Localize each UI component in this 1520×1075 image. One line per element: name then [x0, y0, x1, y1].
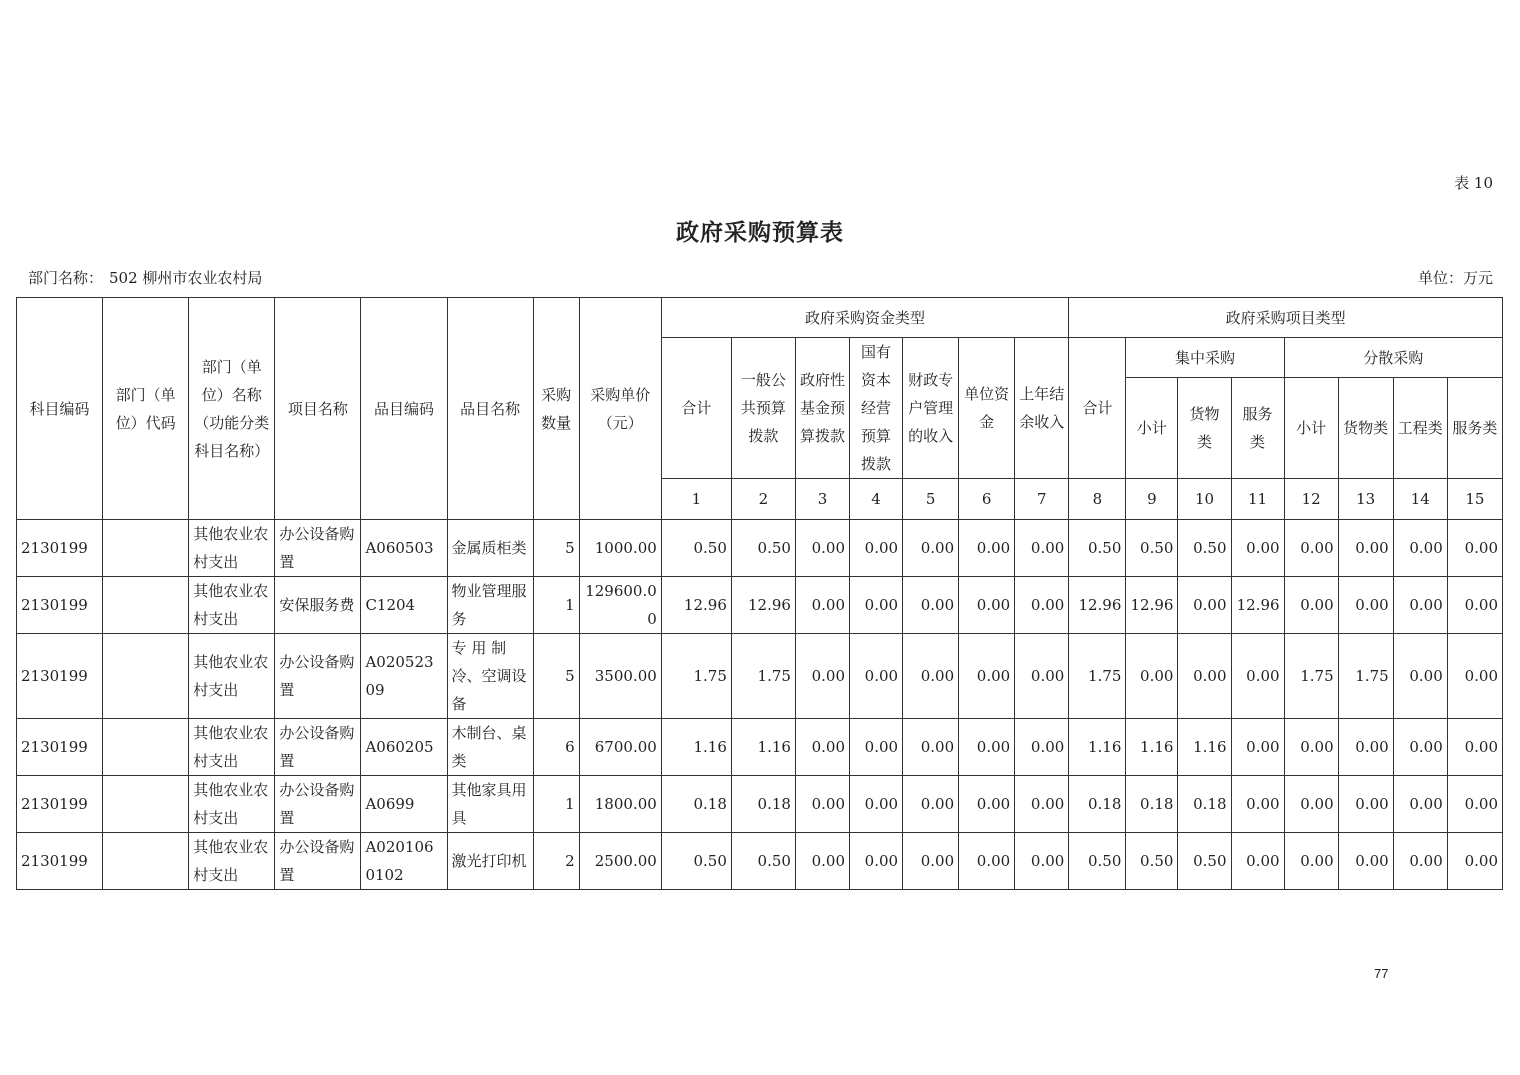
procurement-budget-table [16, 297, 1503, 890]
amount-cell: 0.00 [959, 577, 1015, 634]
amount-cell: 0.18 [1069, 776, 1126, 833]
subject-code-cell: 2130199 [17, 833, 103, 890]
amount-cell: 1.75 [1338, 634, 1393, 719]
header-general-budget: 一般公共预算拨款 [731, 338, 795, 479]
amount-cell: 0.00 [959, 634, 1015, 719]
amount-cell: 0.00 [903, 520, 959, 577]
amount-cell: 0.00 [1231, 719, 1284, 776]
unit-label: 单位：万元 [1417, 269, 1493, 287]
amount-cell: 0.00 [850, 520, 903, 577]
amount-cell: 0.00 [1284, 833, 1338, 890]
amount-cell: 0.00 [850, 719, 903, 776]
amount-cell: 0.00 [1393, 719, 1447, 776]
dept-code-cell [103, 634, 189, 719]
amount-cell: 0.00 [1178, 634, 1231, 719]
page-number: 77 [1374, 966, 1389, 981]
amount-cell: 0.00 [1231, 520, 1284, 577]
header-goods-2: 货物类 [1338, 378, 1393, 479]
header-decentralized: 分散采购 [1284, 338, 1502, 378]
amount-cell: 0.00 [1393, 634, 1447, 719]
header-project-name: 项目名称 [275, 298, 361, 520]
quantity-cell: 1 [533, 776, 579, 833]
amount-cell: 0.00 [850, 577, 903, 634]
amount-cell: 0.00 [1015, 833, 1069, 890]
amount-cell: 12.96 [1126, 577, 1178, 634]
item-code-cell: A060503 [361, 520, 447, 577]
project-name-cell: 安保服务费 [275, 577, 361, 634]
quantity-cell: 1 [533, 577, 579, 634]
header-dept-code: 部门（单位）代码 [103, 298, 189, 520]
header-special-account: 财政专户管理的收入 [903, 338, 959, 479]
amount-cell: 0.00 [959, 776, 1015, 833]
header-gov-fund: 政府性基金预算拨款 [795, 338, 849, 479]
item-name-cell: 其他家具用具 [447, 776, 533, 833]
header-subject-code: 科目编码 [17, 298, 103, 520]
column-number: 5 [903, 479, 959, 520]
amount-cell: 0.50 [1178, 833, 1231, 890]
amount-cell: 0.00 [903, 634, 959, 719]
amount-cell: 0.00 [1393, 776, 1447, 833]
amount-cell: 0.00 [1447, 577, 1502, 634]
header-services: 服务类 [1231, 378, 1284, 479]
amount-cell: 0.00 [1338, 833, 1393, 890]
amount-cell: 0.50 [1069, 520, 1126, 577]
amount-cell: 0.00 [795, 577, 849, 634]
amount-cell: 0.00 [850, 833, 903, 890]
column-number: 4 [850, 479, 903, 520]
amount-cell: 0.00 [850, 776, 903, 833]
subject-code-cell: 2130199 [17, 634, 103, 719]
amount-cell: 0.00 [1447, 520, 1502, 577]
column-number: 9 [1126, 479, 1178, 520]
amount-cell: 0.18 [1178, 776, 1231, 833]
item-code-cell: C1204 [361, 577, 447, 634]
amount-cell: 0.00 [1231, 776, 1284, 833]
amount-cell: 0.00 [959, 719, 1015, 776]
dept-code-cell [103, 577, 189, 634]
dept-code-cell [103, 776, 189, 833]
amount-cell: 0.00 [1338, 520, 1393, 577]
table-row [17, 833, 1503, 890]
amount-cell: 1.16 [1126, 719, 1178, 776]
amount-cell: 12.96 [1231, 577, 1284, 634]
item-code-cell: A0201060102 [361, 833, 447, 890]
column-number: 14 [1393, 479, 1447, 520]
dept-name-cell: 其他农业农村支出 [189, 577, 275, 634]
amount-cell: 1.75 [1284, 634, 1338, 719]
amount-cell: 0.00 [1284, 776, 1338, 833]
column-number: 11 [1231, 479, 1284, 520]
amount-cell: 0.00 [1015, 719, 1069, 776]
amount-cell: 0.00 [1338, 577, 1393, 634]
amount-cell: 0.00 [903, 577, 959, 634]
amount-cell: 0.50 [1126, 833, 1178, 890]
header-item-name: 品目名称 [447, 298, 533, 520]
header-quantity: 采购数量 [533, 298, 579, 520]
amount-cell: 0.00 [1447, 719, 1502, 776]
project-name-cell: 办公设备购置 [275, 520, 361, 577]
column-number: 3 [795, 479, 849, 520]
page-title: 政府采购预算表 [676, 219, 844, 246]
column-number: 12 [1284, 479, 1338, 520]
amount-cell: 0.00 [1447, 634, 1502, 719]
table-row [17, 776, 1503, 833]
amount-cell: 12.96 [731, 577, 795, 634]
amount-cell: 0.00 [795, 520, 849, 577]
subject-code-cell: 2130199 [17, 520, 103, 577]
department-name: 502 柳州市农业农村局 [109, 269, 263, 287]
header-centralized: 集中采购 [1126, 338, 1284, 378]
amount-cell: 0.00 [1284, 577, 1338, 634]
header-state-capital: 国有资本经营预算拨款 [850, 338, 903, 479]
amount-cell: 0.18 [1126, 776, 1178, 833]
header-item-code: 品目编码 [361, 298, 447, 520]
amount-cell: 0.00 [795, 634, 849, 719]
amount-cell: 1.75 [661, 634, 731, 719]
amount-cell: 1.16 [1069, 719, 1126, 776]
header-prev-balance: 上年结余收入 [1015, 338, 1069, 479]
amount-cell: 0.00 [903, 833, 959, 890]
amount-cell: 0.00 [959, 833, 1015, 890]
dept-name-cell: 其他农业农村支出 [189, 634, 275, 719]
column-number: 15 [1447, 479, 1502, 520]
amount-cell: 0.50 [1126, 520, 1178, 577]
project-name-cell: 办公设备购置 [275, 719, 361, 776]
header-engineering: 工程类 [1393, 378, 1447, 479]
amount-cell: 0.00 [1447, 833, 1502, 890]
header-services-2: 服务类 [1447, 378, 1502, 479]
amount-cell: 0.00 [795, 719, 849, 776]
unit-price-cell: 1000.00 [579, 520, 661, 577]
unit-price-cell: 3500.00 [579, 634, 661, 719]
header-subtotal: 小计 [1126, 378, 1178, 479]
header-fund-type: 政府采购资金类型 [661, 298, 1069, 338]
amount-cell: 0.00 [903, 776, 959, 833]
amount-cell: 0.00 [1231, 634, 1284, 719]
table-number: 表 10 [1454, 174, 1493, 192]
unit-price-cell: 6700.00 [579, 719, 661, 776]
quantity-cell: 6 [533, 719, 579, 776]
column-number: 7 [1015, 479, 1069, 520]
project-name-cell: 办公设备购置 [275, 833, 361, 890]
item-name-cell: 木制台、桌类 [447, 719, 533, 776]
project-name-cell: 办公设备购置 [275, 634, 361, 719]
amount-cell: 0.50 [731, 833, 795, 890]
amount-cell: 0.00 [1015, 634, 1069, 719]
amount-cell: 0.18 [731, 776, 795, 833]
amount-cell: 0.00 [795, 776, 849, 833]
amount-cell: 1.16 [731, 719, 795, 776]
unit-price-cell: 1800.00 [579, 776, 661, 833]
amount-cell: 0.00 [1284, 719, 1338, 776]
table-row [17, 719, 1503, 776]
amount-cell: 0.00 [1284, 520, 1338, 577]
amount-cell: 0.00 [1447, 776, 1502, 833]
amount-cell: 0.00 [795, 833, 849, 890]
amount-cell: 0.00 [1126, 634, 1178, 719]
header-goods: 货物类 [1178, 378, 1231, 479]
amount-cell: 12.96 [661, 577, 731, 634]
dept-name-cell: 其他农业农村支出 [189, 776, 275, 833]
dept-code-cell [103, 833, 189, 890]
header-subtotal-2: 小计 [1284, 378, 1338, 479]
header-total: 合计 [661, 338, 731, 479]
dept-code-cell [103, 520, 189, 577]
amount-cell: 0.00 [1338, 776, 1393, 833]
department-label: 部门名称： [28, 269, 104, 287]
amount-cell: 0.18 [661, 776, 731, 833]
column-number: 10 [1178, 479, 1231, 520]
amount-cell: 0.00 [903, 719, 959, 776]
header-project-type: 政府采购项目类型 [1069, 298, 1503, 338]
column-number: 8 [1069, 479, 1126, 520]
amount-cell: 0.50 [661, 833, 731, 890]
unit-price-cell: 129600.00 [579, 577, 661, 634]
quantity-cell: 5 [533, 634, 579, 719]
item-name-cell: 专 用 制冷、空调设备 [447, 634, 533, 719]
quantity-cell: 2 [533, 833, 579, 890]
amount-cell: 0.00 [1231, 833, 1284, 890]
subject-code-cell: 2130199 [17, 577, 103, 634]
amount-cell: 0.50 [1069, 833, 1126, 890]
column-number: 13 [1338, 479, 1393, 520]
dept-name-cell: 其他农业农村支出 [189, 520, 275, 577]
header-unit-fund: 单位资金 [959, 338, 1015, 479]
amount-cell: 0.50 [1178, 520, 1231, 577]
item-code-cell: A0699 [361, 776, 447, 833]
column-number: 6 [959, 479, 1015, 520]
table-row [17, 520, 1503, 577]
item-code-cell: A02052309 [361, 634, 447, 719]
subject-code-cell: 2130199 [17, 776, 103, 833]
table-row [17, 577, 1503, 634]
dept-code-cell [103, 719, 189, 776]
amount-cell: 1.75 [731, 634, 795, 719]
item-name-cell: 金属质柜类 [447, 520, 533, 577]
column-number: 1 [661, 479, 731, 520]
column-number: 2 [731, 479, 795, 520]
amount-cell: 0.00 [1338, 719, 1393, 776]
item-code-cell: A060205 [361, 719, 447, 776]
amount-cell: 0.00 [1015, 577, 1069, 634]
item-name-cell: 激光打印机 [447, 833, 533, 890]
amount-cell: 0.00 [1178, 577, 1231, 634]
header-unit-price: 采购单价（元） [579, 298, 661, 520]
header-dept-name: 部门（单位）名称（功能分类科目名称） [189, 298, 275, 520]
item-name-cell: 物业管理服务 [447, 577, 533, 634]
amount-cell: 0.00 [1393, 577, 1447, 634]
amount-cell: 0.00 [1393, 833, 1447, 890]
table-row [17, 634, 1503, 719]
amount-cell: 12.96 [1069, 577, 1126, 634]
amount-cell: 0.00 [959, 520, 1015, 577]
subject-code-cell: 2130199 [17, 719, 103, 776]
amount-cell: 1.16 [1178, 719, 1231, 776]
amount-cell: 0.00 [1393, 520, 1447, 577]
amount-cell: 0.50 [661, 520, 731, 577]
project-name-cell: 办公设备购置 [275, 776, 361, 833]
unit-price-cell: 2500.00 [579, 833, 661, 890]
header-total-2: 合计 [1069, 338, 1126, 479]
dept-name-cell: 其他农业农村支出 [189, 719, 275, 776]
amount-cell: 0.00 [850, 634, 903, 719]
amount-cell: 1.16 [661, 719, 731, 776]
amount-cell: 0.50 [731, 520, 795, 577]
amount-cell: 1.75 [1069, 634, 1126, 719]
amount-cell: 0.00 [1015, 520, 1069, 577]
dept-name-cell: 其他农业农村支出 [189, 833, 275, 890]
quantity-cell: 5 [533, 520, 579, 577]
department-line [28, 267, 268, 288]
amount-cell: 0.00 [1015, 776, 1069, 833]
